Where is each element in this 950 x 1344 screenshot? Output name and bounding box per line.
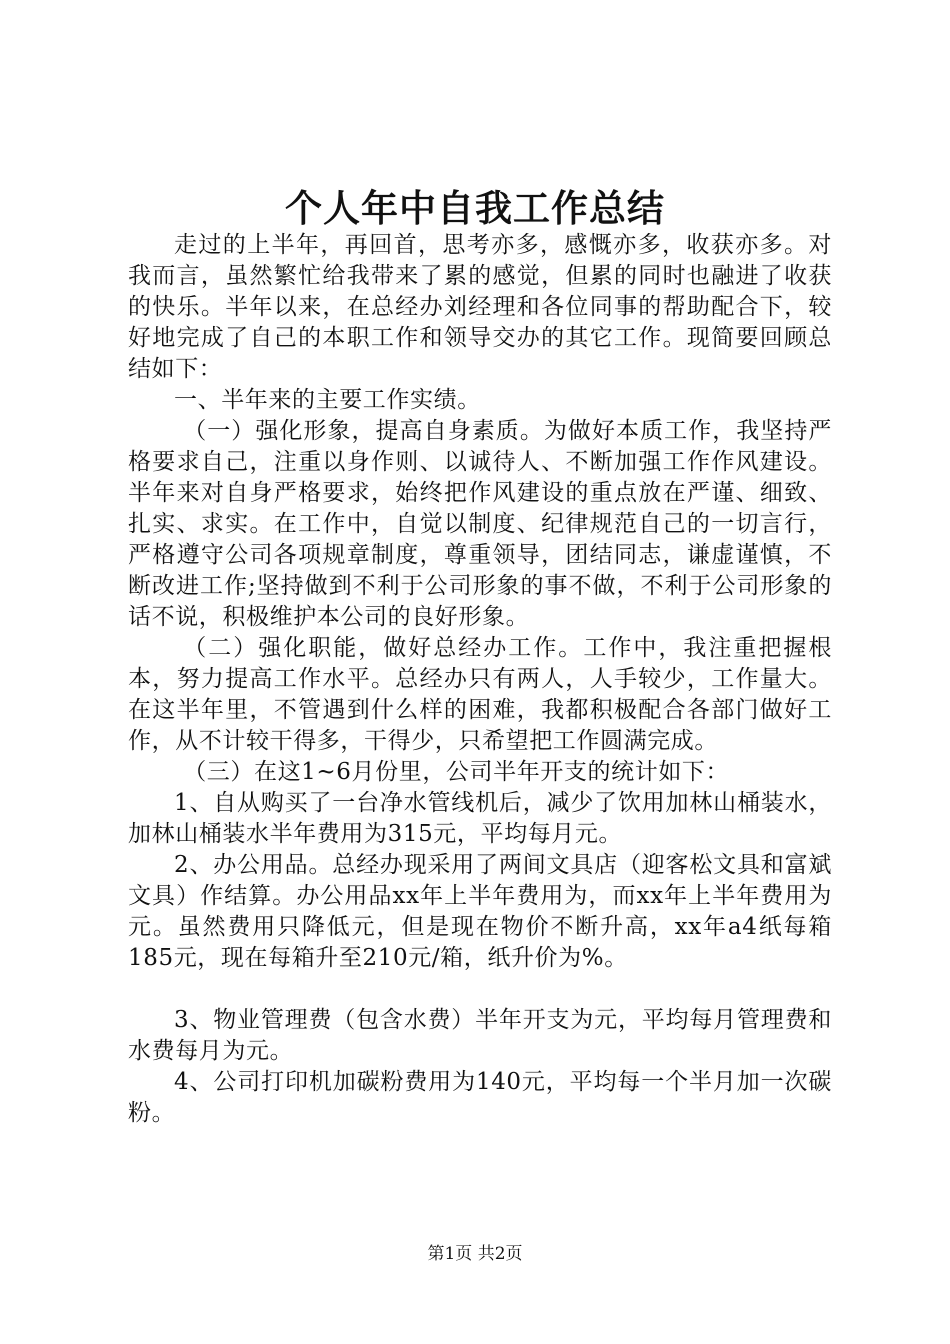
paragraph-expense-2: 2、办公用品。总经办现采用了两间文具店（迎客松文具和富斌文具）作结算。办公用品xx年上半年费用为，而xx年上半年费用为元。虽然费用只降低元，但是现在物价不断升高，xx年a4纸每箱185元，现在每箱升至210元/箱，纸升价为%。 [128, 852, 832, 971]
paragraph-item-2: （二）强化职能，做好总经办工作。工作中，我注重把握根本，努力提高工作水平。总经办只有两人，人手较少，工作量大。在这半年里，不管遇到什么样的困难，我都积极配合各部门做好工作，从不计较干得多，干得少，只希望把工作圆满完成。 [128, 635, 832, 754]
paragraph-item-1: （一）强化形象，提高自身素质。为做好本质工作，我坚持严格要求自己，注重以身作则、以诚待人、不断加强工作作风建设。半年来对自身严格要求，始终把作风建设的重点放在严谨、细致、扎实、求实。在工作中，自觉以制度、纪律规范自己的一切言行，严格遵守公司各项规章制度，尊重领导，团结同志，谦虚谨慎，不断改进工作;坚持做到不利于公司形象的事不做，不利于公司形象的话不说，积极维护本公司的良好形象。 [128, 418, 832, 630]
page-number-footer: 第1页 共2页 [427, 1244, 523, 1264]
paragraph-expense-1: 1、自从购买了一台净水管线机后，减少了饮用加林山桶装水，加林山桶装水半年费用为315元，平均每月元。 [128, 790, 832, 847]
paragraph-expense-3: 3、物业管理费（包含水费）半年开支为元，平均每月管理费和水费每月为元。 [128, 1007, 832, 1064]
paragraph-intro: 走过的上半年，再回首，思考亦多，感慨亦多，收获亦多。对我而言，虽然繁忙给我带来了累的感觉，但累的同时也融进了收获的快乐。半年以来，在总经办刘经理和各位同事的帮助配合下，较好地完成了自己的本职工作和领导交办的其它工作。现简要回顾总结如下： [128, 232, 832, 382]
paragraph-item-3: （三）在这1~6月份里，公司半年开支的统计如下： [183, 759, 730, 785]
document-body [128, 230, 832, 1129]
paragraph-section-heading: 一、半年来的主要工作实绩。 [174, 387, 481, 413]
paragraph-expense-4: 4、公司打印机加碳粉费用为140元，平均每一个半月加一次碳粉。 [128, 1069, 832, 1126]
document-title: 个人年中自我工作总结 [285, 186, 665, 230]
